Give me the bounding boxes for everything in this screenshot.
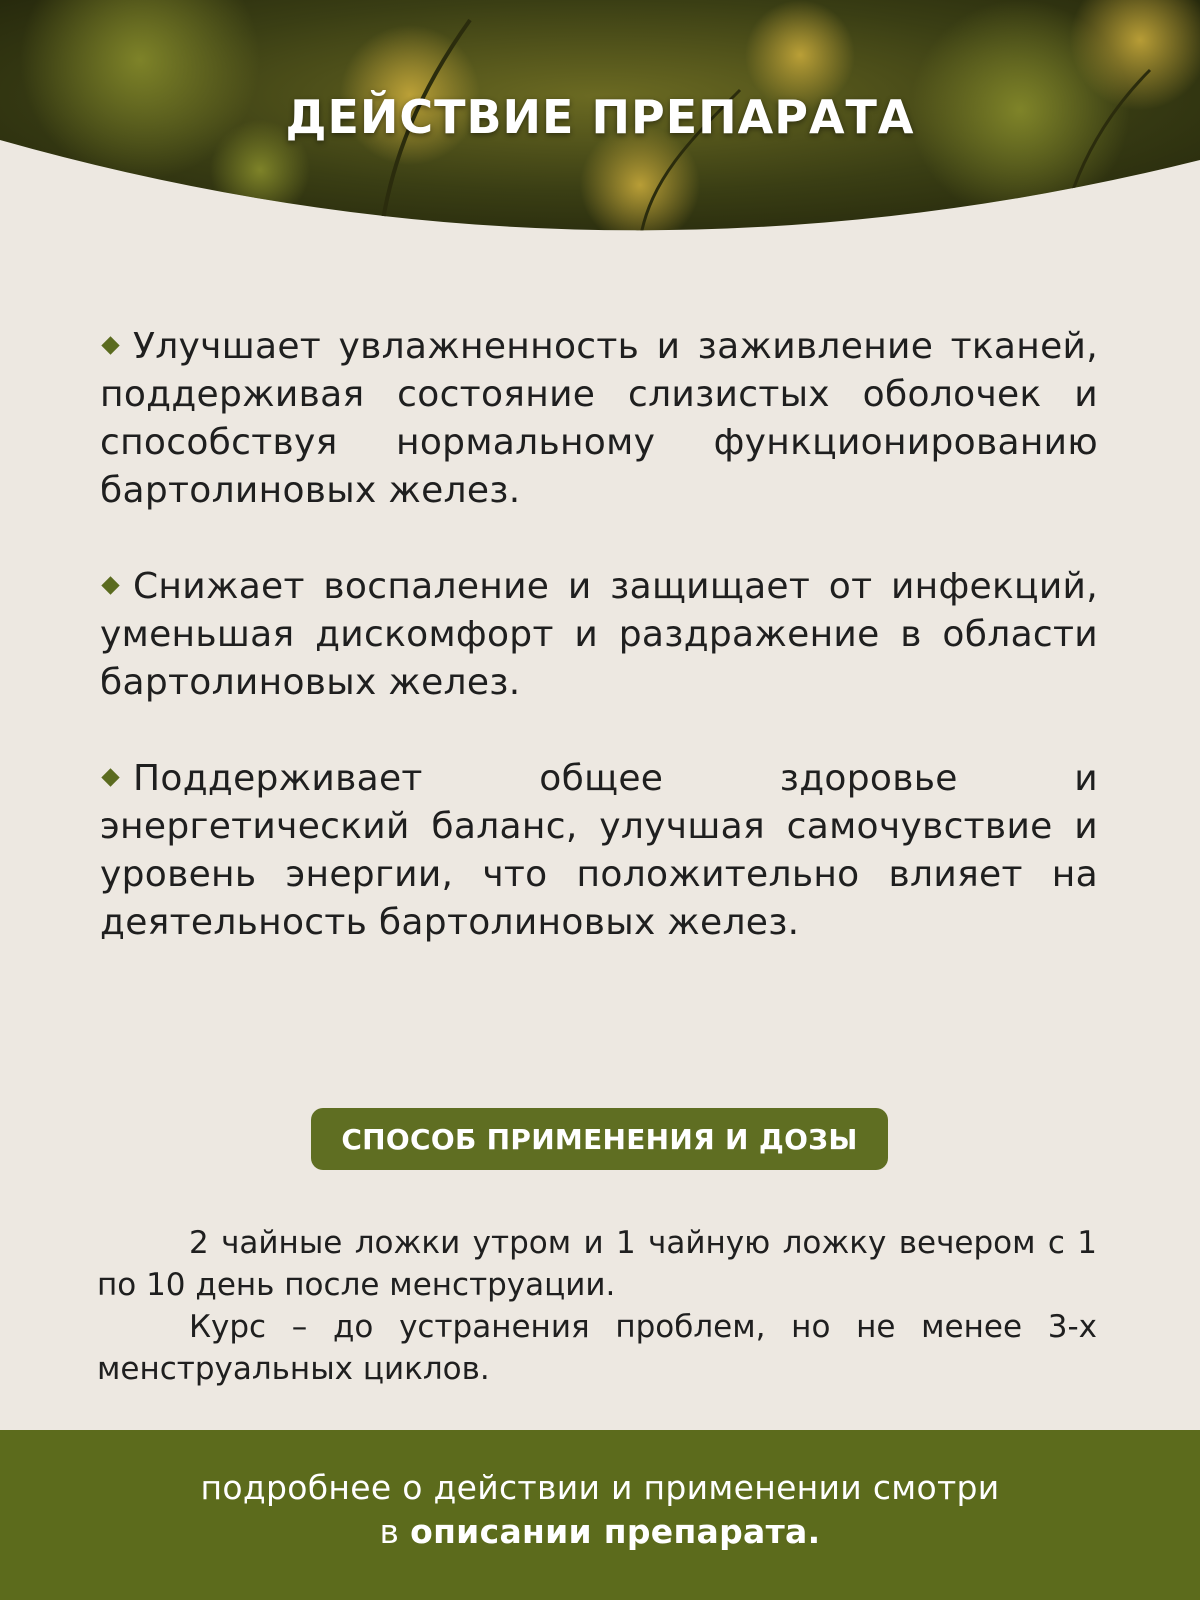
diamond-bullet-icon <box>101 768 119 786</box>
benefit-item <box>100 755 1098 947</box>
footer-text-bold: описании препарата. <box>410 1512 821 1551</box>
benefit-text: Снижает воспаление и защищает от инфекций, уменьшая дискомфорт и раздражение в области бартолиновых желез. <box>100 566 1098 703</box>
benefits-list <box>100 323 1098 995</box>
footer-text-prefix: в <box>379 1512 411 1551</box>
dosage-schedule-text: 2 чайные ложки утром и 1 чайную ложку вечером с 1 по 10 день после менструации. <box>97 1225 1097 1303</box>
footer-banner <box>0 1430 1200 1600</box>
footer-text-line1: подробнее о действии и применении смотри <box>200 1468 1000 1507</box>
dosage-course-text: Курс – до устранения проблем, но не менее 3-х менструальных циклов. <box>97 1309 1097 1387</box>
footer-note <box>0 1466 1200 1554</box>
benefit-text: Поддерживает общее здоровье и энергетический баланс, улучшая самочувствие и уровень энергии, что положительно влияет на деятельность бартолиновых желез. <box>100 758 1098 943</box>
benefit-item <box>100 323 1098 515</box>
page-title: ДЕЙСТВИЕ ПРЕПАРАТА <box>285 90 915 144</box>
header-banner <box>0 0 1200 240</box>
diamond-bullet-icon <box>101 576 119 594</box>
dosage-heading-badge: СПОСОБ ПРИМЕНЕНИЯ И ДОЗЫ <box>311 1108 888 1170</box>
benefit-item <box>100 563 1098 707</box>
benefit-text: Улучшает увлажненность и заживление тканей, поддерживая состояние слизистых оболочек и способствуя нормальному функционированию бартолиновых желез. <box>100 326 1098 511</box>
diamond-bullet-icon <box>101 336 119 354</box>
dosage-instructions <box>97 1222 1097 1390</box>
